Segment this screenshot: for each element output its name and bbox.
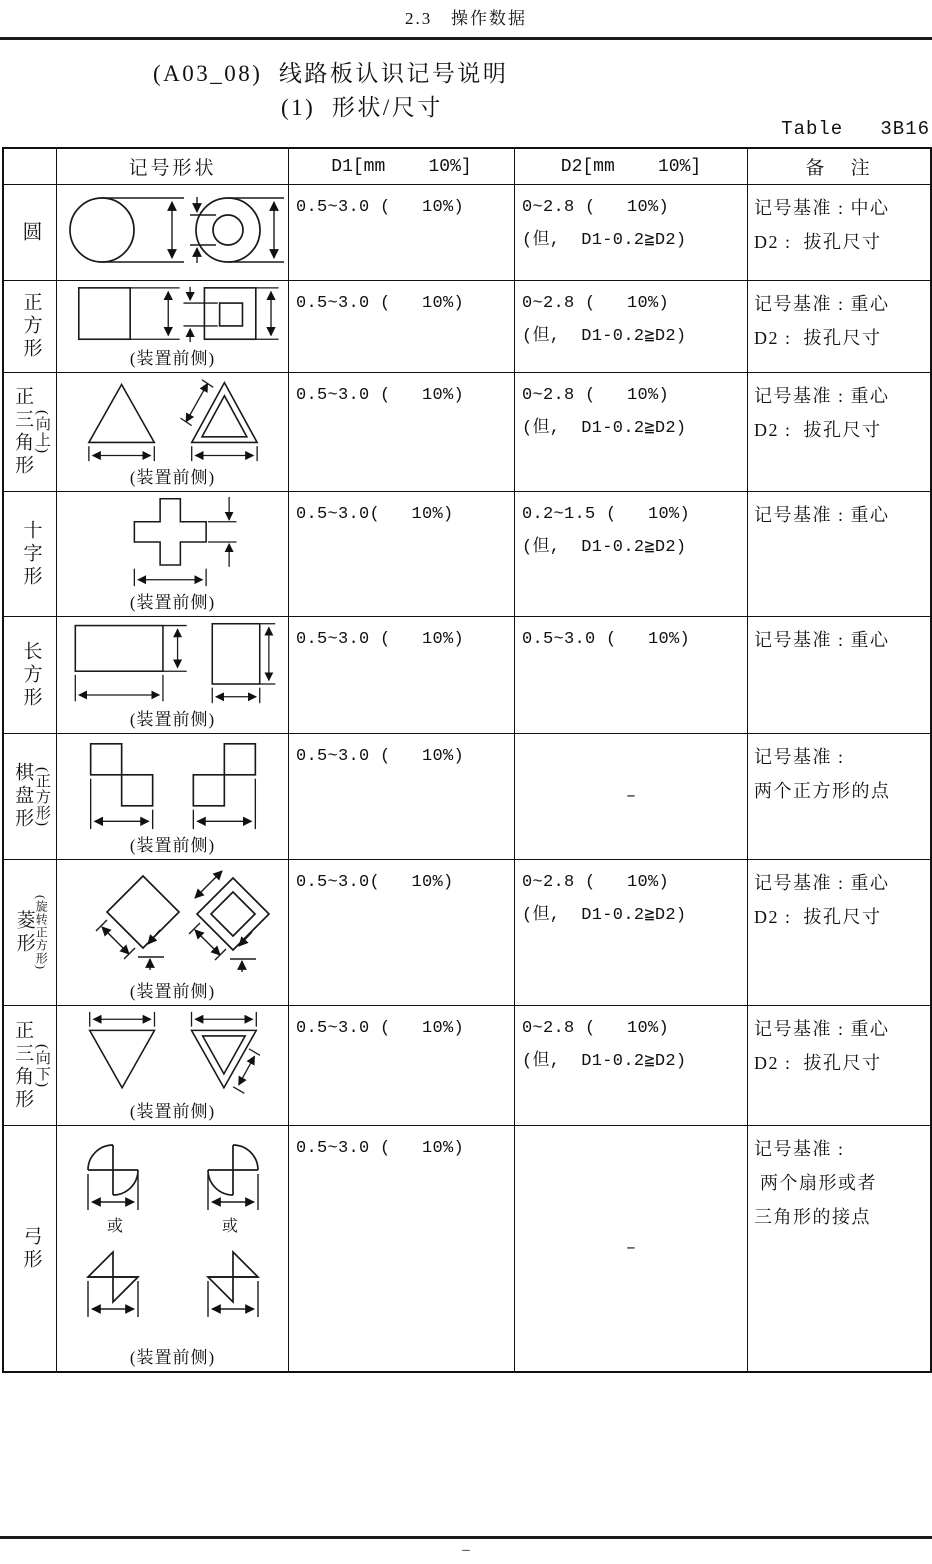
- page-header: 2.3 操作数据: [405, 9, 527, 28]
- shape-cell-circle: [57, 185, 289, 280]
- checkerboard-diagram: [58, 738, 288, 831]
- remark-line: D2 : 拔孔尺寸: [754, 420, 882, 441]
- footer-rule: [0, 1536, 932, 1539]
- row-label-cross: [4, 492, 57, 616]
- or-label: 或: [221, 1218, 238, 1235]
- square-diagram: [58, 285, 288, 344]
- d2-cell: [515, 1006, 748, 1125]
- d1-cell: [289, 1126, 515, 1371]
- row-label-text: 棋盘形: [12, 762, 34, 831]
- d2-condition: (但, D1-0.2≧D2): [522, 327, 687, 347]
- doc-title: (A03_08) 线路板认识记号说明: [153, 61, 509, 86]
- shape-cell-diamond: [57, 860, 289, 1005]
- row-label-rectangle: [4, 617, 57, 733]
- d2-dash: –: [625, 1239, 637, 1258]
- row-label-bow: [4, 1126, 57, 1371]
- row-label-square: [4, 281, 57, 372]
- d2-value: 0~2.8 ( 10%): [522, 198, 670, 217]
- remarks-cell: [748, 734, 930, 859]
- doc-subtitle: (1) 形状/尺寸: [281, 95, 443, 120]
- remarks-cell: [748, 617, 930, 733]
- remark-line: 记号基准 : 重心: [754, 294, 890, 314]
- d2-cell: [515, 1126, 748, 1371]
- d1-value: 0.5~3.0 ( 10%): [296, 747, 465, 766]
- d2-value: 0~2.8 ( 10%): [522, 873, 670, 892]
- table-row-checkerboard: [4, 734, 930, 860]
- bow-triangle-diagram: [58, 1237, 288, 1319]
- d2-cell: [515, 373, 748, 491]
- remark-line: 记号基准 : 重心: [754, 505, 890, 525]
- d2-condition: (但, D1-0.2≧D2): [522, 1052, 687, 1072]
- d1-value: 0.5~3.0 ( 10%): [296, 630, 465, 649]
- symbol-table: [2, 147, 932, 1373]
- col-header-blank: [4, 149, 57, 184]
- row-label-sub: (向上): [33, 410, 50, 454]
- remark-line: D2 : 拔孔尺寸: [754, 1053, 882, 1074]
- top-rule: [0, 37, 932, 40]
- shape-cell-square: [57, 281, 289, 372]
- col-header-d2: [515, 149, 748, 184]
- remark-line: D2 : 拔孔尺寸: [754, 328, 882, 349]
- table-row-square: [4, 281, 930, 373]
- remarks-cell: [748, 492, 930, 616]
- row-label-checkerboard: [4, 734, 57, 859]
- row-label-text: 十字形: [20, 519, 42, 589]
- d2-condition: (但, D1-0.2≧D2): [522, 906, 687, 926]
- remarks-cell: [748, 860, 930, 1005]
- row-label-sub: (向下): [33, 1043, 50, 1088]
- row-label-text: 正三角形: [12, 1019, 34, 1112]
- table-row-triangle-up: [4, 373, 930, 492]
- row-label-text: 长方形: [20, 640, 42, 710]
- bow-fan-diagram: [58, 1130, 288, 1212]
- remark-line: 三角形的接点: [754, 1207, 871, 1228]
- row-label-text: 圆: [19, 220, 41, 245]
- row-label-text: 正三角形: [12, 386, 34, 478]
- front-side-label: (装置前侧): [129, 710, 216, 729]
- d1-cell: [289, 617, 515, 733]
- triangle-up-diagram: [58, 377, 288, 463]
- row-label-triangle-up: [4, 373, 57, 491]
- or-label-row: [58, 1213, 288, 1236]
- d1-cell: [289, 1006, 515, 1125]
- d1-value: 0.5~3.0 ( 10%): [296, 1139, 465, 1158]
- d1-cell: [289, 185, 515, 280]
- row-label-sub: (旋转正方形): [34, 895, 49, 970]
- d1-value: 0.5~3.0 ( 10%): [296, 294, 465, 313]
- row-label-diamond: [4, 860, 57, 1005]
- d2-value: 0~2.8 ( 10%): [522, 294, 670, 313]
- remark-line: 两个正方形的点: [754, 781, 891, 802]
- d2-value: 0~2.8 ( 10%): [522, 1019, 670, 1038]
- d2-cell: [515, 281, 748, 372]
- d1-cell: [289, 860, 515, 1005]
- d2-value: 0~2.8 ( 10%): [522, 386, 670, 405]
- row-label-triangle-down: [4, 1006, 57, 1125]
- d2-condition: (但, D1-0.2≧D2): [522, 419, 687, 439]
- table-row-cross: [4, 492, 930, 617]
- triangle-down-diagram: [58, 1010, 288, 1097]
- col-header-remarks-label: 备 注: [805, 158, 873, 179]
- row-label-text: 弓形: [20, 1225, 42, 1272]
- d1-value: 0.5~3.0 ( 10%): [296, 198, 465, 217]
- col-header-remarks: [748, 149, 930, 184]
- front-side-label: (装置前侧): [129, 349, 216, 368]
- shape-cell-triangle-down: [57, 1006, 289, 1125]
- remark-line: 记号基准 : 重心: [754, 1019, 890, 1039]
- shape-cell-bow: [57, 1126, 289, 1371]
- d1-cell: [289, 492, 515, 616]
- table-header-row: [4, 149, 930, 185]
- shape-cell-checkerboard: [57, 734, 289, 859]
- circle-diagram: [58, 189, 288, 277]
- front-side-label: (装置前侧): [129, 1102, 216, 1121]
- d1-cell: [289, 734, 515, 859]
- table-caption: Table 3B16: [781, 118, 930, 140]
- d1-value: 0.5~3.0( 10%): [296, 873, 454, 892]
- remark-line: 记号基准 : 中心: [754, 198, 890, 218]
- col-header-d1-label: D1[mm 10%]: [331, 156, 472, 177]
- col-header-d1: [289, 149, 515, 184]
- remark-line: 记号基准 :: [754, 747, 845, 767]
- remark-line: D2 : 拔孔尺寸: [754, 232, 882, 253]
- remark-line: 记号基准 : 重心: [754, 630, 890, 650]
- or-label: 或: [106, 1218, 123, 1235]
- remark-line: 两个扇形或者: [754, 1173, 877, 1194]
- col-header-shape: [57, 149, 289, 184]
- d2-value: 0.2~1.5 ( 10%): [522, 505, 691, 524]
- d2-cell: [515, 734, 748, 859]
- remark-line: D2 : 拔孔尺寸: [754, 907, 882, 928]
- d1-cell: [289, 281, 515, 372]
- table-row-circle: [4, 185, 930, 281]
- remarks-cell: [748, 1006, 930, 1125]
- remarks-cell: [748, 1126, 930, 1371]
- front-side-label: (装置前侧): [129, 836, 216, 855]
- d2-cell: [515, 617, 748, 733]
- d1-value: 0.5~3.0 ( 10%): [296, 1019, 465, 1038]
- table-row-triangle-down: [4, 1006, 930, 1126]
- shape-cell-rectangle: [57, 617, 289, 733]
- row-label-text: 菱形: [13, 909, 35, 956]
- remark-line: 记号基准 :: [754, 1139, 845, 1159]
- d1-value: 0.5~3.0( 10%): [296, 505, 454, 524]
- shape-cell-triangle-up: [57, 373, 289, 491]
- d2-cell: [515, 860, 748, 1005]
- d2-cell: [515, 492, 748, 616]
- col-header-d2-label: D2[mm 10%]: [560, 156, 702, 177]
- remark-line: 记号基准 : 重心: [754, 873, 890, 893]
- remarks-cell: [748, 373, 930, 491]
- d2-value: 0.5~3.0 ( 10%): [522, 630, 691, 649]
- remark-line: 记号基准 : 重心: [754, 386, 890, 406]
- front-side-label: (装置前侧): [129, 593, 216, 612]
- page-number: –: [462, 1542, 470, 1558]
- d2-cell: [515, 185, 748, 280]
- table-row-bow: [4, 1126, 930, 1371]
- d2-condition: (但, D1-0.2≧D2): [522, 538, 687, 558]
- front-side-label: (装置前侧): [129, 982, 216, 1001]
- d1-cell: [289, 373, 515, 491]
- rectangle-diagram: [58, 621, 288, 705]
- shape-cell-cross: [57, 492, 289, 616]
- table-row-diamond: [4, 860, 930, 1006]
- d1-value: 0.5~3.0 ( 10%): [296, 386, 465, 405]
- row-label-sub: (正方形): [33, 766, 50, 827]
- row-label-circle: [4, 185, 57, 280]
- d2-dash: –: [625, 787, 637, 806]
- row-label-text: 正方形: [20, 292, 42, 361]
- table-row-rectangle: [4, 617, 930, 734]
- cross-diagram: [58, 496, 288, 588]
- d2-condition: (但, D1-0.2≧D2): [522, 231, 687, 251]
- front-side-label: (装置前侧): [129, 1348, 216, 1367]
- remarks-cell: [748, 185, 930, 280]
- front-side-label: (装置前侧): [129, 468, 216, 487]
- diamond-diagram: [58, 864, 288, 976]
- remarks-cell: [748, 281, 930, 372]
- col-header-shape-label: 记号形状: [128, 158, 217, 179]
